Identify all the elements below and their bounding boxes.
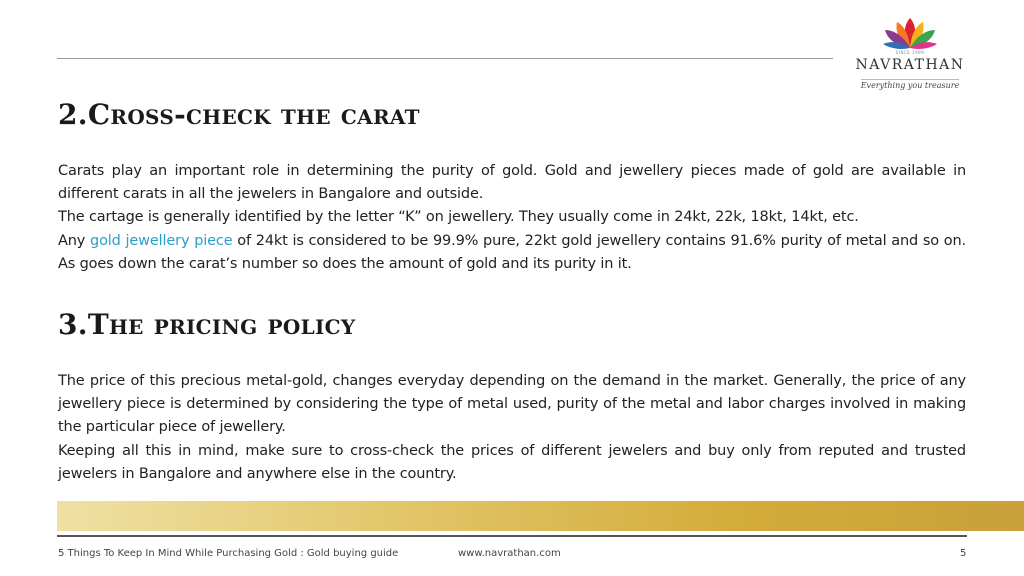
section-body-carat [58,160,966,276]
gold-decorative-band [57,501,1024,531]
carat-para-line2: The cartage is generally identified by the letter “K” on jewellery. They usually come in 24kt, 22k, 18kt, 14kt, etc. [58,209,859,226]
footer-url[interactable]: www.navrathan.com [458,548,561,559]
pricing-para-line2: Keeping all this in mind, make sure to cross-check the prices of different jewelers and buy only from reputed and trusted jewelers in Bangalore and anywhere else in the country. [58,442,966,482]
carat-para-line3-suffix: of 24kt is considered to be 99.9% pure, 22kt gold jewellery contains 91.6% purity of metal and so on. As goes down the carat’s number so does the amount of gold and its purity in it. [58,232,966,272]
page-number: 5 [960,548,967,559]
header-divider [57,58,833,59]
logo-since: SINCE 1999 [895,50,925,55]
logo-tagline: Everything you treasure [860,81,960,90]
carat-para-line1: Carats play an important role in determining the purity of gold. Gold and jewellery pieces made of gold are available in different carats in all the jewelers in Bangalore and outside. [58,163,966,203]
section-heading-carat: 2.Cross-check the carat [58,98,420,131]
carat-para-line3-prefix: Any [58,232,91,249]
gold-jewellery-piece-link[interactable]: gold jewellery piece [90,232,233,249]
footer-divider [57,535,967,537]
navrathan-logo[interactable] [848,16,972,100]
footer-title: 5 Things To Keep In Mind While Purchasing Gold : Gold buying guide [58,548,399,559]
pricing-para-line1: The price of this precious metal-gold, changes everyday depending on the demand in the market. Generally, the price of any jewellery piece is determined by considering the type of metal used, purity of the metal and labor charges involved in making the particular piece of jewellery. [58,373,966,436]
section-heading-pricing: 3.The pricing policy [58,308,356,341]
logo-brand: NAVRATHAN [855,57,965,73]
section-body-pricing [58,370,966,486]
lotus-icon [881,16,939,52]
